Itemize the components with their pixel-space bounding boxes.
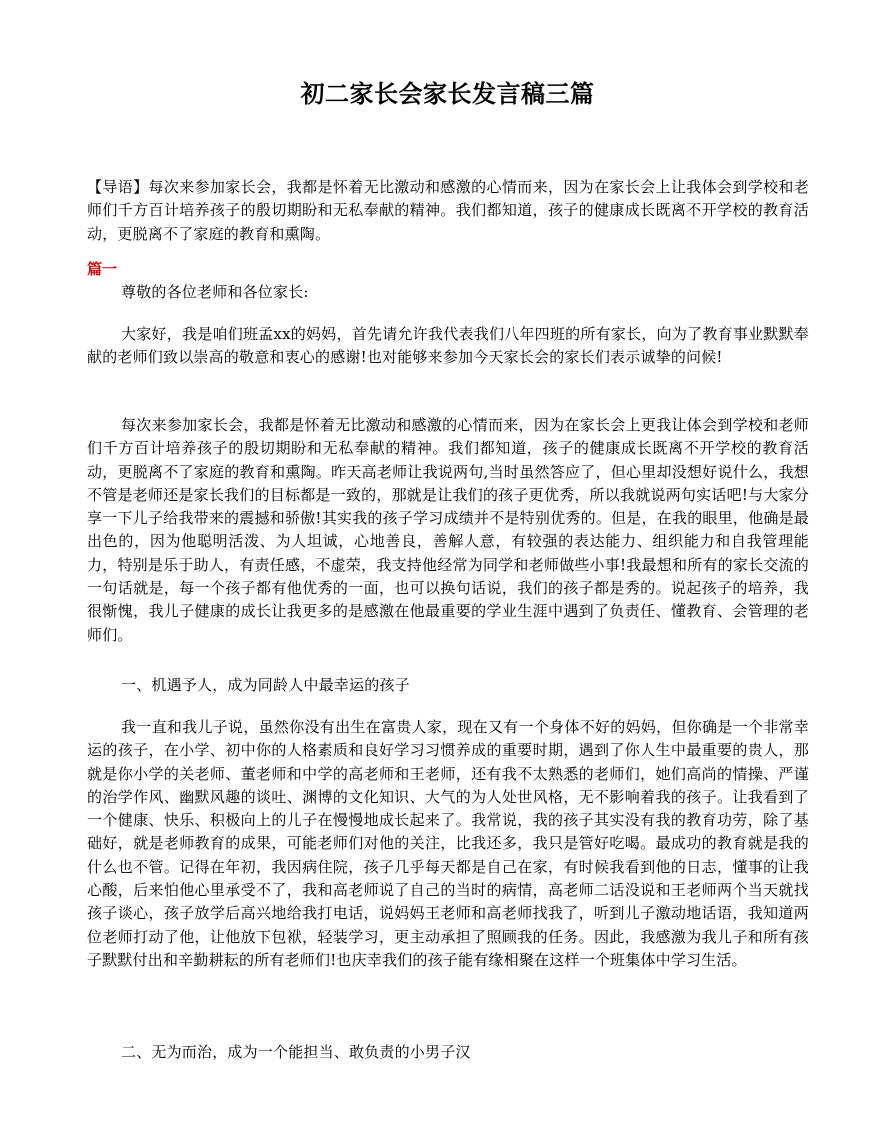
paragraph-3: 我一直和我儿子说，虽然你没有出生在富贵人家，现在又有一个身体不好的妈妈，但你确是一个非常幸运的孩子，在小学、初中你的人格素质和良好学习习惯养成的重要时期，遇到了你人生中最重要的贵人，那就是你小学的关老师、董老师和中学的高老师和王老师，还有我不太熟悉的老师们，她们高尚的情操、严谨的治学作风、幽默风趣的谈吐、渊博的文化知识、大气的为人处世风格，无不影响着我的孩子。让我看到了一个健康、快乐、积极向上的儿子在慢慢地成长起来了。我常说，我的孩子其实没有我的教育功劳，除了基础好，就是老师教育的成果，可能老师们对他的关注，比我还多，我只是管好吃喝。最成功的教育就是我的什么也不管。记得在年初，我因病住院，孩子几乎每天都是自己在家，有时候我看到他的日志，懂事的让我心酸，后来怕他心里承受不了，我和高老师说了自己的当时的病情，高老师二话没说和王老师两个当天就找孩子谈心，孩子放学后高兴地给我打电话，说妈妈王老师和高老师找我了，听到儿子激动地话语，我知道两位老师打动了他，让他放下包袱，轻装学习，更主动承担了照顾我的任务。因此，我感激为我儿子和所有孩子默默付出和辛勤耕耘的所有老师们!也庆幸我们的孩子能有缘相聚在这样一个班集体中学习生活。 xyxy=(87,718,809,969)
subheading-2: 二、无为而治，成为一个能担当、敢负责的小男子汉 xyxy=(121,1043,471,1061)
section-heading: 篇一 xyxy=(87,260,118,278)
subheading-1: 一、机遇予人，成为同龄人中最幸运的孩子 xyxy=(121,676,410,694)
intro-paragraph: 【导语】每次来参加家长会，我都是怀着无比激动和感激的心情而来，因为在家长会上让我体会到学校和老师们千方百计培养孩子的殷切期盼和无私奉献的精神。我们都知道，孩子的健康成长既离不开学校的教育活动，更脱离不了家庭的教育和熏陶。 xyxy=(87,178,809,243)
paragraph-2: 每次来参加家长会，我都是怀着无比激动和感激的心情而来，因为在家长会上更我让体会到学校和老师们千方百计培养孩子的殷切期盼和无私奉献的精神。我们都知道，孩子的健康成长既离不开学校的教育活动，更脱离不了家庭的教育和熏陶。昨天高老师让我说两句,当时虽然答应了，但心里却没想好说什么，我想不管是老师还是家长我们的目标都是一致的，那就是让我们的孩子更优秀，所以我就说两句实话吧!与大家分享一下儿子给我带来的震撼和骄傲!其实我的孩子学习成绩并不是特别优秀的。但是，在我的眼里，他确是最出色的，因为他聪明活泼、为人坦诚，心地善良，善解人意，有较强的表达能力、组织能力和自我管理能力，特别是乐于助人，有责任感，不虚荣，我支持他经常为同学和老师做些小事!我最想和所有的家长交流的一句话就是，每一个孩子都有他优秀的一面，也可以换句话说，我们的孩子都是秀的。说起孩子的培养，我很惭愧，我儿子健康的成长让我更多的是感激在他最重要的学业生涯中遇到了负责任、懂教育、会管理的老师们。 xyxy=(87,416,809,644)
salutation: 尊敬的各位老师和各位家长: xyxy=(121,283,309,301)
document-title: 初二家长会家长发言稿三篇 xyxy=(300,79,595,108)
paragraph-1: 大家好，我是咱们班孟xx的妈妈，首先请允许我代表我们八年四班的所有家长，向为了教育事业默默奉献的老师们致以崇高的敬意和衷心的感谢!也对能够来参加今天家长会的家长们表示诚挚的问候! xyxy=(87,325,809,367)
